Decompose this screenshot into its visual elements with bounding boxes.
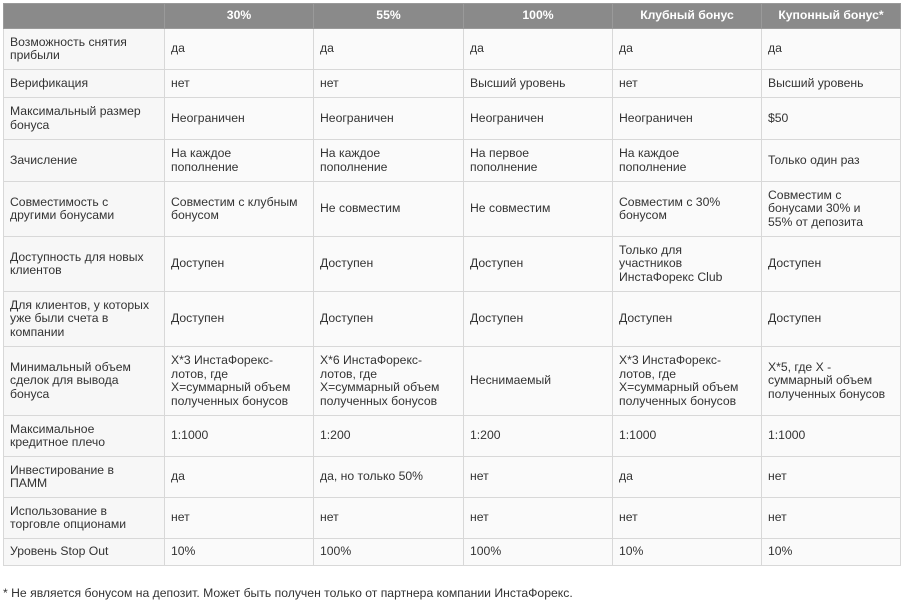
table-row: [4, 237, 901, 292]
row-label: Использование в торговле опционами: [4, 498, 165, 539]
table-cell: Доступен: [762, 237, 901, 292]
table-header-row: [4, 4, 901, 29]
table-cell: Доступен: [464, 292, 613, 347]
row-label: Минимальный объем сделок для вывода бонуса: [4, 347, 165, 416]
header-cell-55: 55%: [314, 4, 464, 29]
row-label: Инвестирование в ПАММ: [4, 457, 165, 498]
table-cell: нет: [464, 457, 613, 498]
footnote: * Не является бонусом на депозит. Может быть получен только от партнера компании ИнстаФорекс.: [3, 586, 573, 600]
row-label: Для клиентов, у которых уже были счета в компании: [4, 292, 165, 347]
table-cell: X*3 ИнстаФорекс- лотов, где X=суммарный объем полученных бонусов: [165, 347, 314, 416]
table-cell: нет: [762, 498, 901, 539]
table-cell: 1:1000: [165, 416, 314, 457]
header-cell-club: Клубный бонус: [613, 4, 762, 29]
table-row: [4, 292, 901, 347]
table-cell: да: [613, 457, 762, 498]
table-cell: да: [762, 29, 901, 70]
table-cell: Доступен: [464, 237, 613, 292]
row-label: Совместимость с другими бонусами: [4, 182, 165, 237]
table-cell: Доступен: [613, 292, 762, 347]
table-cell: 1:1000: [613, 416, 762, 457]
table-cell: Доступен: [762, 292, 901, 347]
row-label: Уровень Stop Out: [4, 539, 165, 566]
table-cell: Совместим с 30% бонусом: [613, 182, 762, 237]
table-cell: Высший уровень: [762, 70, 901, 98]
table-cell: Неснимаемый: [464, 347, 613, 416]
table-cell: Высший уровень: [464, 70, 613, 98]
table-cell: Не совместим: [314, 182, 464, 237]
table-cell: 100%: [314, 539, 464, 566]
table-cell: да: [613, 29, 762, 70]
table-cell: На каждое пополнение: [613, 140, 762, 182]
row-label: Максимальный размер бонуса: [4, 98, 165, 140]
table-row: [4, 416, 901, 457]
table-row: [4, 182, 901, 237]
bonus-comparison-table: [3, 3, 901, 566]
table-cell: 1:200: [464, 416, 613, 457]
row-label: Верификация: [4, 70, 165, 98]
table-cell: 10%: [613, 539, 762, 566]
table-cell: Совместим с клубным бонусом: [165, 182, 314, 237]
table-cell: нет: [464, 498, 613, 539]
table-cell: нет: [165, 70, 314, 98]
table-cell: 10%: [165, 539, 314, 566]
table-row: [4, 539, 901, 566]
table-cell: $50: [762, 98, 901, 140]
table-cell: да, но только 50%: [314, 457, 464, 498]
table-row: [4, 347, 901, 416]
header-cell-coupon: Купонный бонус*: [762, 4, 901, 29]
row-label: Максимальное кредитное плечо: [4, 416, 165, 457]
table-cell: да: [165, 457, 314, 498]
header-cell-100: 100%: [464, 4, 613, 29]
table-cell: X*5, где X - суммарный объем полученных бонусов: [762, 347, 901, 416]
table-cell: X*6 ИнстаФорекс- лотов, где X=суммарный объем полученных бонусов: [314, 347, 464, 416]
header-cell-30: 30%: [165, 4, 314, 29]
table-cell: Доступен: [314, 237, 464, 292]
table-row: [4, 457, 901, 498]
table-cell: Не совместим: [464, 182, 613, 237]
table-cell: На каждое пополнение: [165, 140, 314, 182]
table-cell: нет: [314, 498, 464, 539]
header-cell-empty: [4, 4, 165, 29]
table-cell: На каждое пополнение: [314, 140, 464, 182]
row-label: Зачисление: [4, 140, 165, 182]
table-cell: 1:200: [314, 416, 464, 457]
table-row: [4, 98, 901, 140]
table-cell: 100%: [464, 539, 613, 566]
table-cell: X*3 ИнстаФорекс- лотов, где X=суммарный объем полученных бонусов: [613, 347, 762, 416]
row-label: Доступность для новых клиентов: [4, 237, 165, 292]
table-cell: да: [165, 29, 314, 70]
table-cell: Доступен: [165, 292, 314, 347]
table-cell: Неограничен: [314, 98, 464, 140]
table-cell: Неограничен: [613, 98, 762, 140]
table-cell: да: [464, 29, 613, 70]
table-cell: Неограничен: [165, 98, 314, 140]
table-cell: 10%: [762, 539, 901, 566]
row-label: Возможность снятия прибыли: [4, 29, 165, 70]
table-cell: нет: [165, 498, 314, 539]
table-cell: Только один раз: [762, 140, 901, 182]
table-cell: да: [314, 29, 464, 70]
table-cell: Неограничен: [464, 98, 613, 140]
table-cell: 1:1000: [762, 416, 901, 457]
table-cell: Доступен: [165, 237, 314, 292]
table-cell: нет: [314, 70, 464, 98]
table-row: [4, 140, 901, 182]
table-cell: Доступен: [314, 292, 464, 347]
table-cell: нет: [762, 457, 901, 498]
table-cell: нет: [613, 70, 762, 98]
table-row: [4, 498, 901, 539]
table-cell: На первое пополнение: [464, 140, 613, 182]
table-cell: Только для участников ИнстаФорекс Club: [613, 237, 762, 292]
table-row: [4, 70, 901, 98]
table-cell: нет: [613, 498, 762, 539]
table-row: [4, 29, 901, 70]
table-cell: Совместим с бонусами 30% и 55% от депозита: [762, 182, 901, 237]
